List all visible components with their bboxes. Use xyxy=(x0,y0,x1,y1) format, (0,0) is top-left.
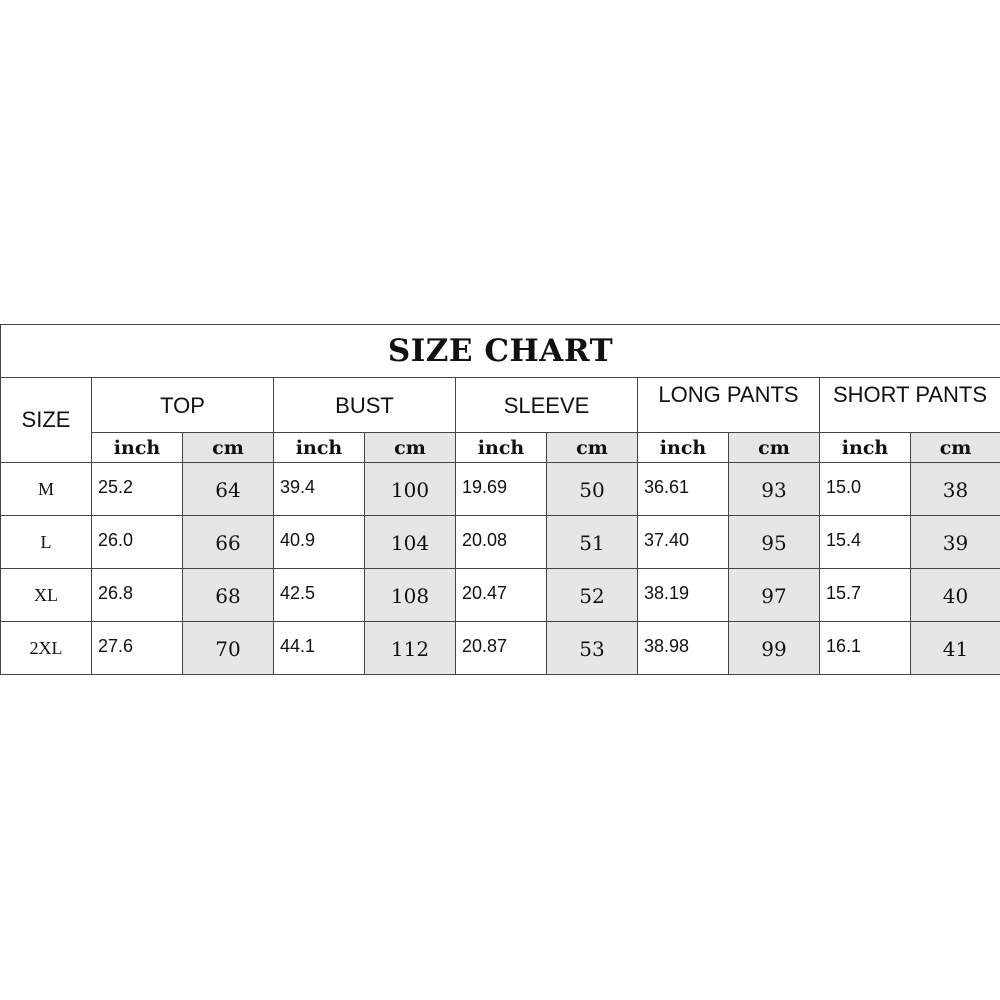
inch-value-cell xyxy=(274,622,365,675)
cm-value: 104 xyxy=(390,531,430,555)
inch-value: 38.98 xyxy=(644,635,690,656)
chart-title: SIZE CHART xyxy=(1,325,1000,378)
inch-value: 36.61 xyxy=(644,476,690,497)
inch-value: 20.08 xyxy=(462,529,508,550)
inch-value-cell xyxy=(638,569,729,622)
unit-label-cm: cm xyxy=(547,433,638,463)
inch-value: 39.4 xyxy=(280,476,316,497)
cm-value-cell xyxy=(183,516,274,569)
inch-value: 20.87 xyxy=(462,635,508,656)
cm-value-cell xyxy=(183,622,274,675)
unit-label-cm: cm xyxy=(729,433,820,463)
unit-label-cm: cm xyxy=(365,433,456,463)
inch-value: 15.0 xyxy=(826,476,862,497)
cm-value: 52 xyxy=(579,584,605,608)
inch-value: 26.8 xyxy=(98,582,134,603)
inch-value-cell xyxy=(92,463,183,516)
cm-value-cell xyxy=(547,622,638,675)
inch-value-cell xyxy=(456,569,547,622)
inch-value-cell xyxy=(274,516,365,569)
cm-value: 97 xyxy=(761,584,787,608)
inch-value: 19.69 xyxy=(462,476,508,497)
inch-value-cell xyxy=(820,463,911,516)
table-row xyxy=(1,622,1000,675)
cm-value: 112 xyxy=(390,637,430,661)
cm-value: 70 xyxy=(215,637,241,661)
group-header-bust: BUST xyxy=(274,378,456,433)
inch-value-cell xyxy=(638,622,729,675)
cm-value-cell xyxy=(911,463,1000,516)
inch-value-cell xyxy=(456,622,547,675)
inch-value: 15.4 xyxy=(826,529,862,550)
cm-value: 68 xyxy=(215,584,241,608)
inch-value-cell xyxy=(92,622,183,675)
inch-value-cell xyxy=(92,569,183,622)
inch-value: 16.1 xyxy=(826,635,862,656)
table-row xyxy=(1,569,1000,622)
inch-value-cell xyxy=(638,463,729,516)
table-row xyxy=(1,516,1000,569)
inch-value: 44.1 xyxy=(280,635,316,656)
cm-value-cell xyxy=(365,463,456,516)
inch-value-cell xyxy=(92,516,183,569)
inch-value-cell xyxy=(456,516,547,569)
group-header-sleeve: SLEEVE xyxy=(456,378,638,433)
unit-label-inch: inch xyxy=(274,433,365,463)
cm-value: 39 xyxy=(942,531,969,555)
inch-value-cell xyxy=(638,516,729,569)
cm-value: 66 xyxy=(215,531,241,555)
cm-value-cell xyxy=(729,569,820,622)
unit-label-inch: inch xyxy=(638,433,729,463)
cm-value: 95 xyxy=(761,531,787,555)
cm-value-cell xyxy=(365,569,456,622)
cm-value: 50 xyxy=(579,478,605,502)
inch-value-cell xyxy=(456,463,547,516)
table-row xyxy=(1,463,1000,516)
inch-value: 40.9 xyxy=(280,529,316,550)
cm-value: 53 xyxy=(579,637,605,661)
cm-value-cell xyxy=(547,516,638,569)
cm-value: 100 xyxy=(390,478,430,502)
inch-value: 20.47 xyxy=(462,582,508,603)
cm-value: 41 xyxy=(942,637,969,661)
group-header-long-pants: LONG PANTS xyxy=(638,378,820,433)
inch-value: 25.2 xyxy=(98,476,134,497)
size-label: L xyxy=(1,516,92,569)
inch-value: 38.19 xyxy=(644,582,690,603)
cm-value: 108 xyxy=(390,584,430,608)
cm-value-cell xyxy=(911,622,1000,675)
size-label: 2XL xyxy=(1,622,92,675)
cm-value-cell xyxy=(729,622,820,675)
cm-value-cell xyxy=(729,463,820,516)
unit-label-cm: cm xyxy=(911,433,1000,463)
inch-value-cell xyxy=(820,622,911,675)
cm-value-cell xyxy=(365,516,456,569)
cm-value: 93 xyxy=(761,478,787,502)
inch-value: 26.0 xyxy=(98,529,134,550)
cm-value-cell xyxy=(729,516,820,569)
inch-value-cell xyxy=(820,569,911,622)
cm-value: 51 xyxy=(579,531,605,555)
inch-value: 27.6 xyxy=(98,635,134,656)
size-label: XL xyxy=(1,569,92,622)
size-chart xyxy=(0,324,1000,676)
group-header-top: TOP xyxy=(92,378,274,433)
cm-value: 40 xyxy=(942,584,969,608)
inch-value: 42.5 xyxy=(280,582,316,603)
inch-value-cell xyxy=(820,516,911,569)
size-column-header: SIZE xyxy=(1,378,92,463)
cm-value-cell xyxy=(911,569,1000,622)
unit-label-inch: inch xyxy=(456,433,547,463)
cm-value-cell xyxy=(547,463,638,516)
cm-value-cell xyxy=(547,569,638,622)
inch-value: 15.7 xyxy=(826,582,862,603)
unit-label-inch: inch xyxy=(820,433,911,463)
cm-value-cell xyxy=(183,569,274,622)
inch-value-cell xyxy=(274,569,365,622)
size-label: M xyxy=(1,463,92,516)
unit-label-inch: inch xyxy=(92,433,183,463)
cm-value: 64 xyxy=(215,478,241,502)
cm-value: 99 xyxy=(761,637,787,661)
group-header-short-pants: SHORT PANTS xyxy=(820,378,1000,433)
size-chart-table xyxy=(0,324,1000,675)
cm-value-cell xyxy=(183,463,274,516)
cm-value: 38 xyxy=(942,478,969,502)
unit-label-cm: cm xyxy=(183,433,274,463)
cm-value-cell xyxy=(911,516,1000,569)
inch-value: 37.40 xyxy=(644,529,690,550)
cm-value-cell xyxy=(365,622,456,675)
inch-value-cell xyxy=(274,463,365,516)
